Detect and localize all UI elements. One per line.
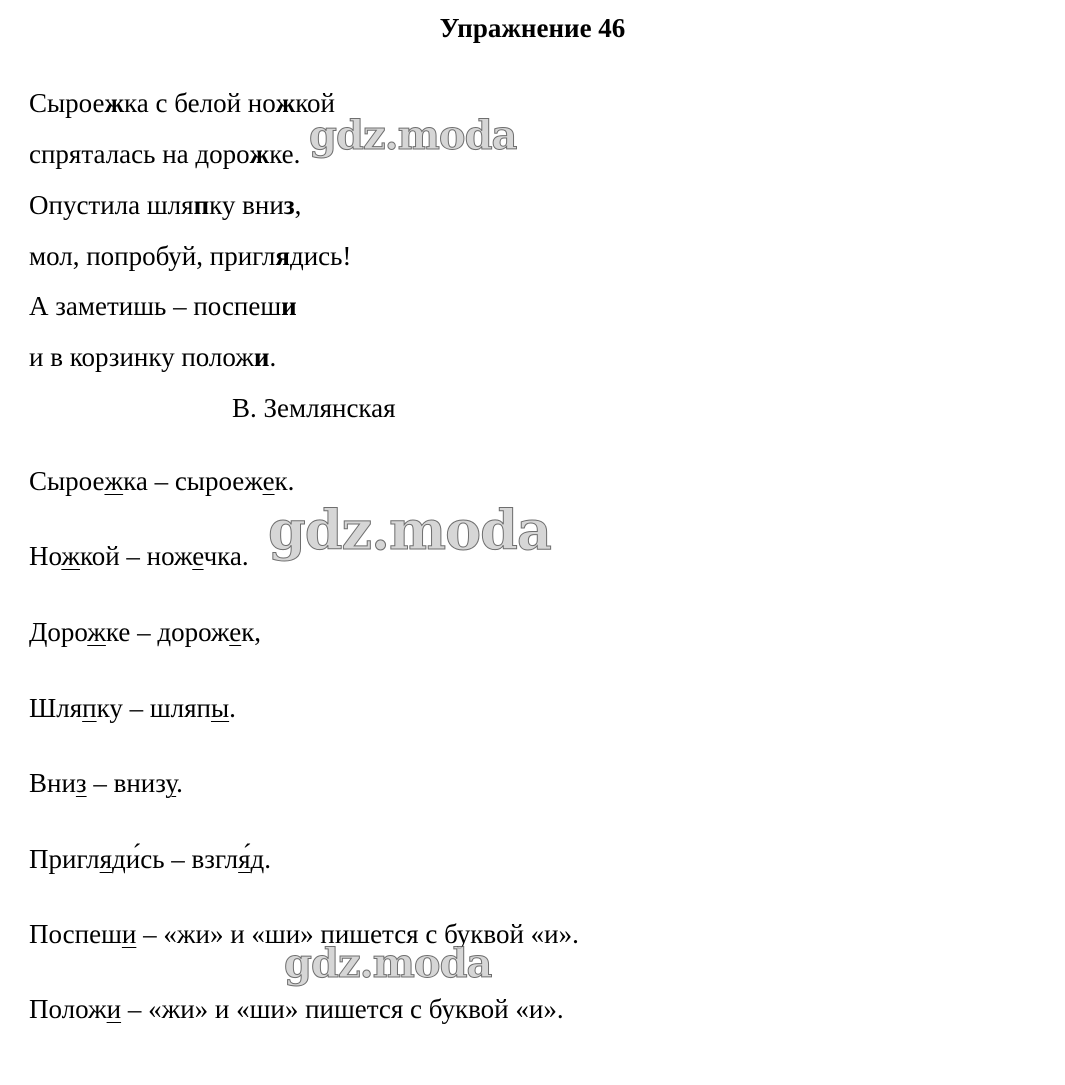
poem-line (29, 187, 301, 223)
text-fragment: Шля (29, 693, 83, 723)
text-fragment: ка с белой но (124, 88, 276, 118)
text-fragment: к. (274, 466, 295, 496)
exercise-title: Упражнение 46 (439, 13, 626, 43)
text-fragment: Опустила шля (29, 190, 194, 220)
poem-line (29, 85, 335, 121)
underlined-letter: ж (87, 617, 106, 647)
underlined-letter: у (165, 768, 177, 798)
underlined-letter: е (192, 541, 204, 571)
bold-letter: п (193, 190, 210, 220)
underlined-letter: п (82, 693, 97, 723)
answer-line (29, 614, 261, 650)
text-fragment: . (176, 768, 183, 798)
text-fragment: кой – нож (79, 541, 193, 571)
text-fragment: ку вни (209, 190, 284, 220)
text-fragment: и в корзинку полож (29, 342, 254, 372)
underlined-letter: ы (210, 693, 230, 723)
answer-line (29, 690, 236, 726)
text-fragment: мол, попробуй, пригл (29, 241, 276, 271)
underlined-letter: и (121, 919, 137, 949)
text-fragment: Но (29, 541, 62, 571)
bold-letter: и (253, 342, 270, 372)
poem-line (29, 288, 297, 324)
text-fragment: д. (250, 844, 272, 874)
bold-letter: ж (249, 139, 270, 169)
underlined-letter: ж (61, 541, 80, 571)
poem-line (29, 339, 276, 375)
underlined-letter: и (106, 994, 122, 1024)
text-fragment: ке. (269, 139, 301, 169)
text-fragment: ка – сыроеж (123, 466, 263, 496)
underlined-letter: я́ (238, 844, 251, 874)
text-fragment: – «жи» и «ши» пишется с буквой «и». (136, 919, 579, 949)
underlined-letter: я (99, 844, 113, 874)
poem-line (29, 238, 351, 274)
text-fragment: . (229, 693, 236, 723)
text-fragment: ку – шляп (96, 693, 211, 723)
answer-line (29, 765, 183, 801)
text-fragment: чка. (203, 541, 249, 571)
text-fragment: Вни (29, 768, 76, 798)
text-fragment: А заметишь – поспеш (29, 291, 282, 321)
text-fragment: спряталась на доро (29, 139, 250, 169)
answer-line (29, 538, 249, 574)
text-fragment: Доро (29, 617, 88, 647)
poem-author: В. Землянская (232, 393, 396, 423)
text-fragment: Пригл (29, 844, 100, 874)
text-fragment: ке – дорож (105, 617, 230, 647)
text-fragment: . (269, 342, 277, 372)
answer-line (29, 463, 294, 499)
watermark: gdz.moda (284, 940, 492, 987)
bold-letter: и (281, 291, 297, 321)
answer-line (29, 991, 564, 1027)
text-fragment: ди́сь – взгл (112, 844, 239, 874)
underlined-letter: е (262, 466, 275, 496)
watermark: gdz.moda (309, 112, 517, 159)
underlined-letter: ж (104, 466, 124, 496)
text-fragment: Поспеш (29, 919, 122, 949)
text-fragment: кой (295, 88, 335, 118)
poem-line (29, 136, 300, 172)
bold-letter: з (283, 190, 295, 220)
text-fragment: дись! (289, 241, 352, 271)
text-fragment: к, (241, 617, 262, 647)
answer-line (29, 841, 271, 877)
text-fragment: Полож (29, 994, 107, 1024)
underlined-letter: з (75, 768, 87, 798)
text-fragment: Сырое (29, 88, 105, 118)
text-fragment: , (294, 190, 302, 220)
bold-letter: ж (104, 88, 125, 118)
underlined-letter: е (229, 617, 242, 647)
text-fragment: – вниз (86, 768, 166, 798)
bold-letter: я (275, 241, 290, 271)
bold-letter: ж (275, 88, 296, 118)
watermark: gdz.moda (268, 498, 551, 562)
text-fragment: Сырое (29, 466, 105, 496)
text-fragment: – «жи» и «ши» пишется с буквой «и». (121, 994, 564, 1024)
